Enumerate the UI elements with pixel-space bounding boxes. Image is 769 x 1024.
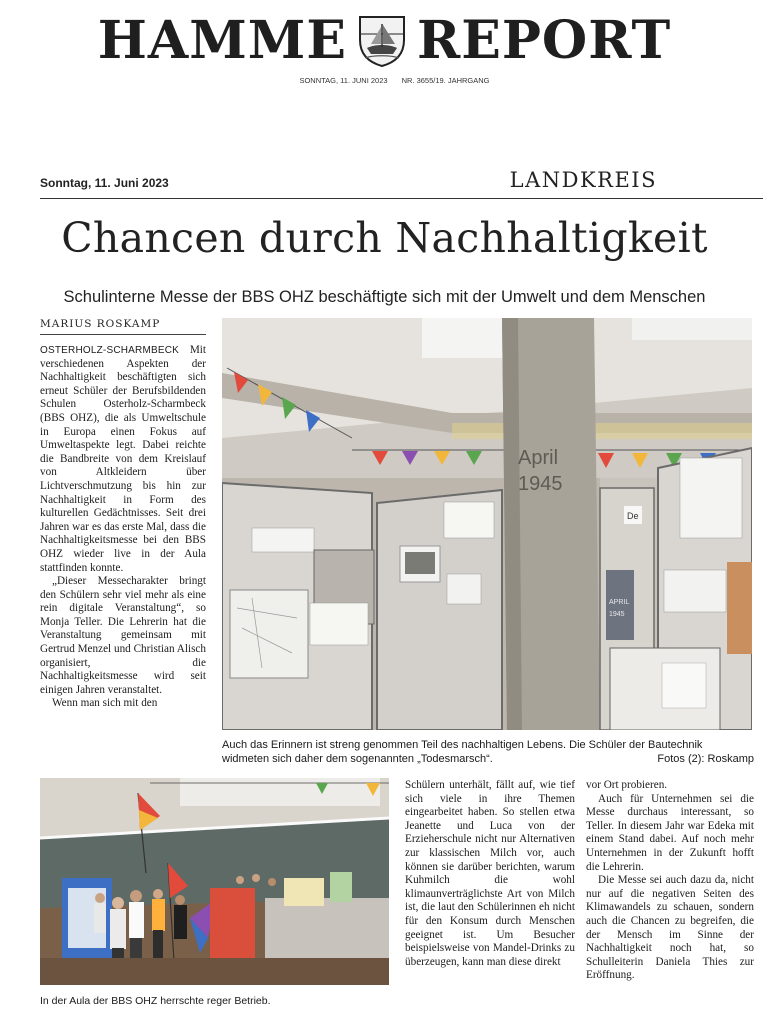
caption-line: widmeten sich daher dem sogenannten „Todesmarsch“. [222, 753, 493, 765]
photo-caption-exhibition [222, 738, 754, 766]
paragraph: Schülern unterhält, fällt auf, wie tief sich viele in ihre Themen eingearbeitet haben. So stellen etwa Jeanette und Luca von der Erzieherschule nicht nur Alternativen zur klassischen Milch vor, auch können sie darüber berichten, warum Kuhmilch die wohl klimaunverträglichste Art von Milch ist, die laut den Schülerinnen eh nicht für den Konsum durch Menschen geeignet ist. Um Besucher beispielsweise von Mandel-Drinks zu überzeugen, kann man diese direkt [405, 779, 575, 968]
pillar-text-year: 1945 [518, 473, 563, 495]
poster-text-year: 1945 [609, 611, 625, 618]
masthead [0, 10, 769, 85]
article-column-3 [405, 779, 575, 1019]
article-headline: Chancen durch Nachhaltigkeit [61, 214, 708, 262]
article-column-4 [586, 779, 754, 1019]
dateline-place: OSTERHOLZ-SCHARMBECK [40, 345, 180, 356]
photo-caption-aula: In der Aula der BBS OHZ herrschte reger Betrieb. [40, 995, 271, 1007]
poster-text-april: APRIL [609, 599, 630, 606]
photo-exhibition-pillar [222, 318, 752, 730]
issue-number: NR. 3655/19. JAHRGANG [401, 76, 490, 85]
paragraph-text: Mit verschiedenen Aspekten der Nachhaltigkeit beschäftigten sich erneut Schüler der Berufsbildenden Schulen Osterholz-Scharmbeck (BBS OHZ), die als Umweltschule in Europa einen Fokus auf Umweltaspekte legt. Dabei reichte die Bandbreite von dem Kreislauf von Altkleidern über Lichtverschmutzung bis hin zur Nachhaltigkeit in Form des kulturellen Gedächtnisses. Seit drei Jahren war es das erste Mal, dass die Nachhaltigkeitsmesse bei den BBS OHZ wieder live in der Aula stattfinden konnte. [40, 344, 206, 574]
header-divider [40, 198, 763, 199]
issue-date: SONNTAG, 11. JUNI 2023 [299, 76, 388, 85]
byline-divider [40, 334, 206, 335]
masthead-title [0, 10, 769, 72]
photo-credit: Fotos (2): Roskamp [657, 753, 754, 765]
byline: MARIUS ROSKAMP [40, 318, 161, 330]
paragraph: Auch für Unternehmen sei die Messe durchaus interessant, so Teller. In diesem Jahr war Edeka mit einem Stand dabei. Auf noch mehr Unternehmen in der Zukunft hofft die Lehrerin. [586, 792, 754, 873]
article-subheadline: Schulinterne Messe der BBS OHZ beschäftigte sich mit der Umwelt und dem Menschen [63, 288, 706, 306]
sign-text: De [627, 511, 639, 521]
caption-row [222, 752, 754, 766]
page-date: Sonntag, 11. Juni 2023 [40, 176, 169, 190]
paragraph [40, 344, 206, 575]
photo-illustration [222, 318, 752, 730]
paragraph: Wenn man sich mit den [52, 697, 158, 710]
article-column-1 [40, 344, 206, 766]
photo-aula-crowd [40, 778, 389, 985]
photo-illustration [40, 778, 389, 985]
masthead-title-right: REPORT [416, 10, 672, 71]
paragraph: vor Ort probieren. [586, 779, 668, 791]
section-title: LANDKREIS [509, 168, 657, 192]
pillar-text-april: April [518, 447, 559, 469]
masthead-title-left: HAMME [97, 10, 347, 71]
coat-of-arms-icon [357, 14, 407, 68]
paragraph: Die Messe sei auch dazu da, nicht nur auf die negativen Seiten des Klimawandels zu schauen, sondern auch die Chancen zu begreifen, die der Mensch im Sinne der Nachhaltigkeit noch hat, so Schulleiterin Daniela Thies zur Eröffnung. [586, 874, 754, 982]
masthead-issue-info [0, 76, 769, 85]
caption-line: Auch das Erinnern ist streng genommen Teil des nachhaltigen Lebens. Die Schüler der Bautechnik [222, 739, 703, 751]
paragraph: „Dieser Messecharakter bringt den Schülern sehr viel mehr als eine rein digitale Veranstaltung“, so Monja Teller. Die Lehrerin hat die Veranstaltung gemeinsam mit Gertrud Menzel und Christian Alisch organisiert, die Nachhaltigkeitsmesse wird seit einigen Jahren veranstaltet. [40, 575, 206, 696]
